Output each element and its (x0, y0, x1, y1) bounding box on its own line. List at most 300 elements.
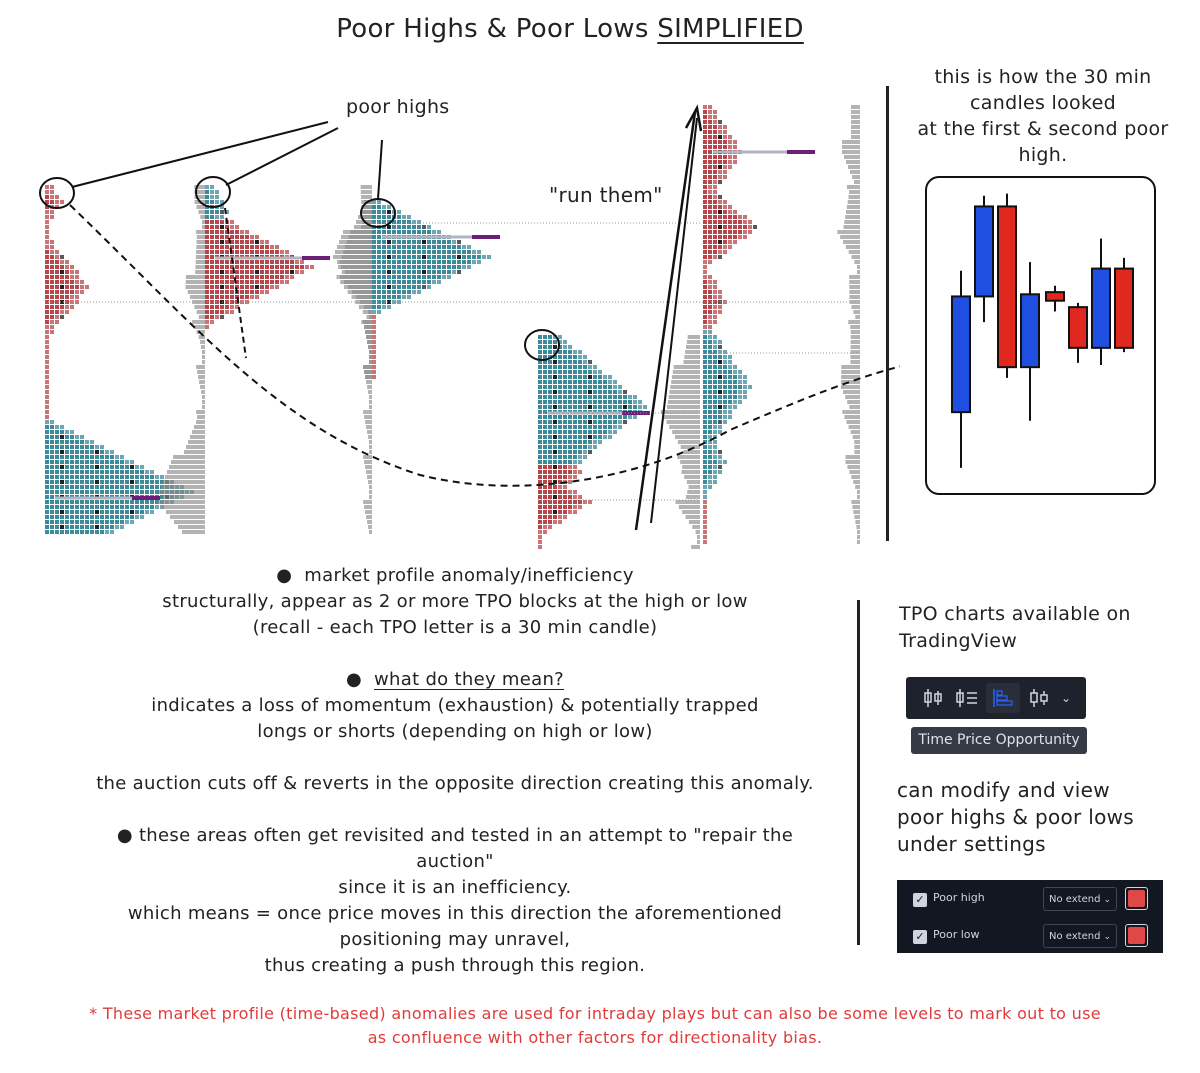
tpo-cell (578, 355, 582, 359)
tpo-cell (723, 420, 727, 424)
candles-icon[interactable] (918, 683, 948, 713)
tpo-cell (723, 205, 727, 209)
tpo-cell (382, 255, 386, 259)
tpo-cell (723, 170, 727, 174)
tpo-cell (432, 270, 436, 274)
tpo-cell (215, 285, 219, 289)
tpo-cell (608, 405, 612, 409)
volume-bar (674, 365, 700, 369)
tpo-cell (100, 480, 104, 484)
tpo-cell (462, 250, 466, 254)
tpo-cell (372, 360, 376, 364)
tpo-cell (713, 235, 717, 239)
tpo-cell (548, 350, 552, 354)
tpo-cell (265, 280, 269, 284)
tpo-cell (718, 385, 722, 389)
tpo-cell (372, 325, 376, 329)
tpo-cell (45, 330, 49, 334)
tpo-cell (45, 350, 49, 354)
tpo-cell (120, 470, 124, 474)
volume-bar (364, 370, 372, 374)
tpo-cell (633, 405, 637, 409)
tpo-cell (50, 500, 54, 504)
tpo-cell (573, 365, 577, 369)
tpo-cell (417, 270, 421, 274)
tpo-cell (703, 355, 707, 359)
volume-bar (159, 490, 205, 494)
tpo-cell (568, 365, 572, 369)
tpo-cell (85, 525, 89, 529)
tpo-cell (543, 485, 547, 489)
volume-bar (337, 245, 372, 249)
explanation-line: ● these areas often get revisited and tested in an attempt to "repair the (116, 825, 794, 846)
volume-bar (202, 225, 205, 229)
tpo-cell (422, 250, 426, 254)
tpo-cell (120, 515, 124, 519)
poor-high-color-swatch[interactable] (1125, 887, 1148, 910)
tpo-cell (417, 255, 421, 259)
tpo-cell (45, 420, 49, 424)
tpo-cell (427, 270, 431, 274)
tpo-cell (422, 260, 426, 264)
tpo-cell (558, 380, 562, 384)
tpo-cell (723, 375, 727, 379)
tpo-cell (215, 315, 219, 319)
tpo-cell (100, 485, 104, 489)
tpo-cell (387, 275, 391, 279)
tpo-cell (728, 240, 732, 244)
tpo-cell (538, 415, 542, 419)
tpo-cell (548, 500, 552, 504)
tpo-cell (377, 210, 381, 214)
tpo-cell (230, 275, 234, 279)
tpo-cell (80, 435, 84, 439)
tpo-cell (210, 210, 214, 214)
volume-bar (842, 410, 860, 414)
tpo-cell (613, 430, 617, 434)
tpo-cell (703, 325, 707, 329)
tpo-cell (105, 510, 109, 514)
volume-bar (849, 290, 860, 294)
tpo-cell (608, 425, 612, 429)
tpo-cell (558, 520, 562, 524)
tpo-cell (65, 310, 69, 314)
tpo-cell (578, 390, 582, 394)
tpo-cell (583, 455, 587, 459)
tpo-cell (743, 230, 747, 234)
tpo-cell (45, 260, 49, 264)
tpo-cell (543, 390, 547, 394)
tpo-cell (275, 260, 279, 264)
tpo-cell (578, 440, 582, 444)
volume-bar (853, 435, 860, 439)
volume-bar (363, 455, 372, 459)
tpo-cell (250, 240, 254, 244)
tpo-cell (618, 405, 622, 409)
tpo-cell (743, 395, 747, 399)
tpo-cell (105, 465, 109, 469)
tpo-cell (392, 295, 396, 299)
tpo-cell (553, 510, 557, 514)
tpo-cell (95, 490, 99, 494)
tpo-cell (215, 245, 219, 249)
tpo-cell (593, 420, 597, 424)
tpo-cell (703, 375, 707, 379)
tpo-cell (718, 345, 722, 349)
tpo-cell (543, 340, 547, 344)
tpo-cell (397, 250, 401, 254)
volume-bar (369, 450, 372, 454)
explanation-line: indicates a loss of momentum (exhaustion) & potentially trapped (151, 695, 759, 716)
volume-bar (190, 295, 205, 299)
tpo-cell (573, 430, 577, 434)
tpo-cell (255, 275, 259, 279)
tpo-cell (573, 425, 577, 429)
tpo-cell (372, 265, 376, 269)
tpo-cell (723, 165, 727, 169)
tpo-cell (120, 505, 124, 509)
tpo-cell (563, 355, 567, 359)
tpo-cell (553, 395, 557, 399)
tpo-cell (230, 225, 234, 229)
tpo-icon[interactable] (986, 683, 1020, 713)
tpo-cell (75, 440, 79, 444)
tpo-cell (115, 480, 119, 484)
tpo-cell (70, 450, 74, 454)
tpo-cell (703, 175, 707, 179)
tpo-cell (538, 395, 542, 399)
tpo-cell (377, 275, 381, 279)
tpo-cell (377, 245, 381, 249)
tpo-cell (75, 530, 79, 534)
tpo-cell (75, 285, 79, 289)
tpo-cell (723, 175, 727, 179)
tpo-cell (60, 310, 64, 314)
tpo-cell (563, 445, 567, 449)
tpo-cell (482, 255, 486, 259)
tpo-cell (578, 420, 582, 424)
tpo-cell (588, 440, 592, 444)
tpo-cell (703, 460, 707, 464)
tpo-cell (150, 500, 154, 504)
tpo-cell (70, 525, 74, 529)
tpo-cell (718, 400, 722, 404)
tpo-cell (467, 255, 471, 259)
tpo-cell (427, 225, 431, 229)
bars-list-icon[interactable] (952, 683, 982, 713)
tpo-cell (548, 475, 552, 479)
volume-bar (337, 260, 372, 264)
tpo-cell (115, 510, 119, 514)
tpo-cell (310, 265, 314, 269)
tpo-cell (568, 395, 572, 399)
tpo-cell (220, 210, 224, 214)
tpo-cell (240, 265, 244, 269)
tpo-cell (437, 280, 441, 284)
tpo-cell (45, 470, 49, 474)
tpo-cell (100, 500, 104, 504)
tpo-cell (65, 505, 69, 509)
tpo-cell (55, 530, 59, 534)
tpo-cell (553, 375, 557, 379)
volume-bar (202, 350, 205, 354)
tpo-cell (275, 270, 279, 274)
tpo-cell (220, 305, 224, 309)
tpo-cell (245, 230, 249, 234)
tpo-cell (718, 180, 722, 184)
tpo-cell (558, 425, 562, 429)
volume-bar (199, 315, 205, 319)
tpo-cell (708, 420, 712, 424)
chevron-down-icon[interactable]: ⌄ (1060, 691, 1072, 705)
tpo-cell (45, 280, 49, 284)
tpo-cell (120, 510, 124, 514)
tpo-cell (558, 370, 562, 374)
tpo-cell (558, 415, 562, 419)
tpo-cell (240, 295, 244, 299)
tpo-cell (245, 295, 249, 299)
tpo-cell (100, 530, 104, 534)
tpo-cell (718, 395, 722, 399)
tpo-cell (50, 485, 54, 489)
tpo-cell (543, 375, 547, 379)
tpo-cell (45, 250, 49, 254)
tpo-cell (708, 150, 712, 154)
volume-bar (364, 460, 372, 464)
tpo-cell (568, 495, 572, 499)
tpo-cell (713, 440, 717, 444)
tpo-cell (718, 455, 722, 459)
tpo-cell (382, 265, 386, 269)
volume-bar (361, 195, 372, 199)
tpo-cell (90, 460, 94, 464)
tpo-cell (568, 490, 572, 494)
tpo-cell (110, 475, 114, 479)
tpo-cell (563, 350, 567, 354)
tpo-cell (145, 470, 149, 474)
poor-high-label: Poor high (933, 891, 985, 904)
tpo-cell (412, 265, 416, 269)
tpo-cell (150, 475, 154, 479)
tpo-cell (558, 390, 562, 394)
tpo-cell (50, 495, 54, 499)
tpo-cell (578, 425, 582, 429)
tpo-cell (573, 395, 577, 399)
volume-bar (365, 510, 372, 514)
tpo-cell (70, 445, 74, 449)
tpo-cell (205, 215, 209, 219)
tpo-cell (718, 225, 722, 229)
tpo-cell (55, 450, 59, 454)
tpo-cell (588, 405, 592, 409)
run-them-label: "run them" (549, 183, 663, 207)
tpo-cell (45, 380, 49, 384)
tpo-cell (563, 470, 567, 474)
tpo-cell (643, 405, 647, 409)
tpo-cell (588, 450, 592, 454)
tpo-cell (387, 260, 391, 264)
explanation-line: which means = once price moves in this direction the aforementioned (127, 903, 783, 924)
tpo-cell (708, 275, 712, 279)
tpo-cell (80, 520, 84, 524)
tpo-cell (608, 400, 612, 404)
tpo-cell (713, 345, 717, 349)
tpo-cell (558, 465, 562, 469)
tpo-cell (90, 450, 94, 454)
tpo-cell (718, 155, 722, 159)
tpo-cell (708, 260, 712, 264)
tpo-cell (583, 435, 587, 439)
tpo-cell (553, 440, 557, 444)
tpo-cell (230, 290, 234, 294)
tpo-cell (215, 265, 219, 269)
tpo-cell (588, 385, 592, 389)
tpo-cell (55, 305, 59, 309)
tpo-cell (447, 275, 451, 279)
tpo-cell (377, 265, 381, 269)
tpo-cell (205, 270, 209, 274)
tpo-cell (728, 405, 732, 409)
tpo-cell (65, 260, 69, 264)
tpo-cell (140, 475, 144, 479)
hollow-candles-icon[interactable] (1024, 683, 1054, 713)
tpo-cell (110, 490, 114, 494)
tpo-cell (95, 475, 99, 479)
tpo-cell (45, 505, 49, 509)
poor-high-extend-select[interactable]: No extend ⌄ (1043, 887, 1117, 911)
tpo-cell (140, 490, 144, 494)
volume-bar (166, 510, 205, 514)
tpo-cell (723, 130, 727, 134)
tpo-cell (548, 405, 552, 409)
tpo-cell (402, 285, 406, 289)
poor-low-color-swatch[interactable] (1125, 924, 1148, 947)
tpo-cell (372, 305, 376, 309)
tpo-cell (728, 225, 732, 229)
tpo-cell (543, 420, 547, 424)
poor-low-checkbox[interactable]: ✓ (913, 930, 927, 944)
tpo-cell (372, 290, 376, 294)
tpo-cell (703, 270, 707, 274)
tpo-cell (573, 435, 577, 439)
tpo-cell (95, 505, 99, 509)
tpo-cell (718, 295, 722, 299)
tpo-cell (372, 255, 376, 259)
tpo-cell (703, 140, 707, 144)
tpo-cell (60, 445, 64, 449)
tpo-cell (260, 240, 264, 244)
tpo-cell (603, 420, 607, 424)
tpo-cell (713, 110, 717, 114)
tpo-cell (713, 360, 717, 364)
tpo-cell (377, 305, 381, 309)
tpo-cell (713, 230, 717, 234)
tpo-cell (50, 465, 54, 469)
tpo-cell (210, 200, 214, 204)
tpo-cell (210, 235, 214, 239)
tpo-cell (230, 305, 234, 309)
tpo-cell (708, 400, 712, 404)
tpo-cell (215, 280, 219, 284)
tpo-cell (285, 265, 289, 269)
tpo-cell (708, 485, 712, 489)
explanation-line: ● market profile anomaly/inefficiency (276, 565, 634, 586)
tpo-cell (457, 250, 461, 254)
volume-bar (369, 485, 372, 489)
tpo-cell (633, 395, 637, 399)
tpo-cell (543, 490, 547, 494)
tpo-cell (387, 245, 391, 249)
tpo-cell (265, 250, 269, 254)
tpo-cell (728, 220, 732, 224)
tpo-cell (548, 460, 552, 464)
volume-bar (856, 525, 860, 529)
tpo-cell (70, 280, 74, 284)
tpo-cell (728, 365, 732, 369)
tpo-cell (713, 455, 717, 459)
tpo-cell (377, 295, 381, 299)
poor-high-checkbox[interactable]: ✓ (913, 893, 927, 907)
tpo-cell (85, 285, 89, 289)
tpo-cell (45, 465, 49, 469)
volume-bar (851, 125, 860, 129)
tpo-cell (65, 470, 69, 474)
tpo-cell (603, 380, 607, 384)
tpo-cell (708, 445, 712, 449)
tpo-cell (703, 425, 707, 429)
tpo-cell (708, 290, 712, 294)
tpo-cell (280, 280, 284, 284)
tpo-cell (377, 280, 381, 284)
tpo-cell (708, 295, 712, 299)
tpo-cell (220, 295, 224, 299)
tpo-cell (703, 160, 707, 164)
tpo-cell (225, 310, 229, 314)
tpo-cell (718, 200, 722, 204)
tpo-cell (593, 385, 597, 389)
tpo-cell (230, 280, 234, 284)
tpo-cell (130, 465, 134, 469)
tpo-cell (220, 285, 224, 289)
tpo-cell (538, 345, 542, 349)
tpo-cell (115, 525, 119, 529)
tpo-cell (713, 220, 717, 224)
tpo-cell (155, 480, 159, 484)
volume-bar (857, 270, 860, 274)
tpo-cell (593, 365, 597, 369)
tpo-cell (402, 250, 406, 254)
tpo-cell (115, 500, 119, 504)
tpo-cell (45, 475, 49, 479)
tpo-cell (427, 255, 431, 259)
tpo-cell (432, 280, 436, 284)
tpo-cell (723, 235, 727, 239)
tpo-cell (548, 345, 552, 349)
tpo-cell (713, 115, 717, 119)
tpo-cell (543, 345, 547, 349)
tpo-cell (45, 510, 49, 514)
tpo-cell (50, 210, 54, 214)
tpo-cell (80, 525, 84, 529)
volume-bar (855, 485, 860, 489)
tpo-cell (713, 320, 717, 324)
tpo-cell (90, 470, 94, 474)
tpo-cell (573, 415, 577, 419)
tpo-cell (718, 360, 722, 364)
tpo-cell (45, 245, 49, 249)
poor-low-extend-select[interactable]: No extend ⌄ (1043, 924, 1117, 948)
tpo-cell (568, 400, 572, 404)
